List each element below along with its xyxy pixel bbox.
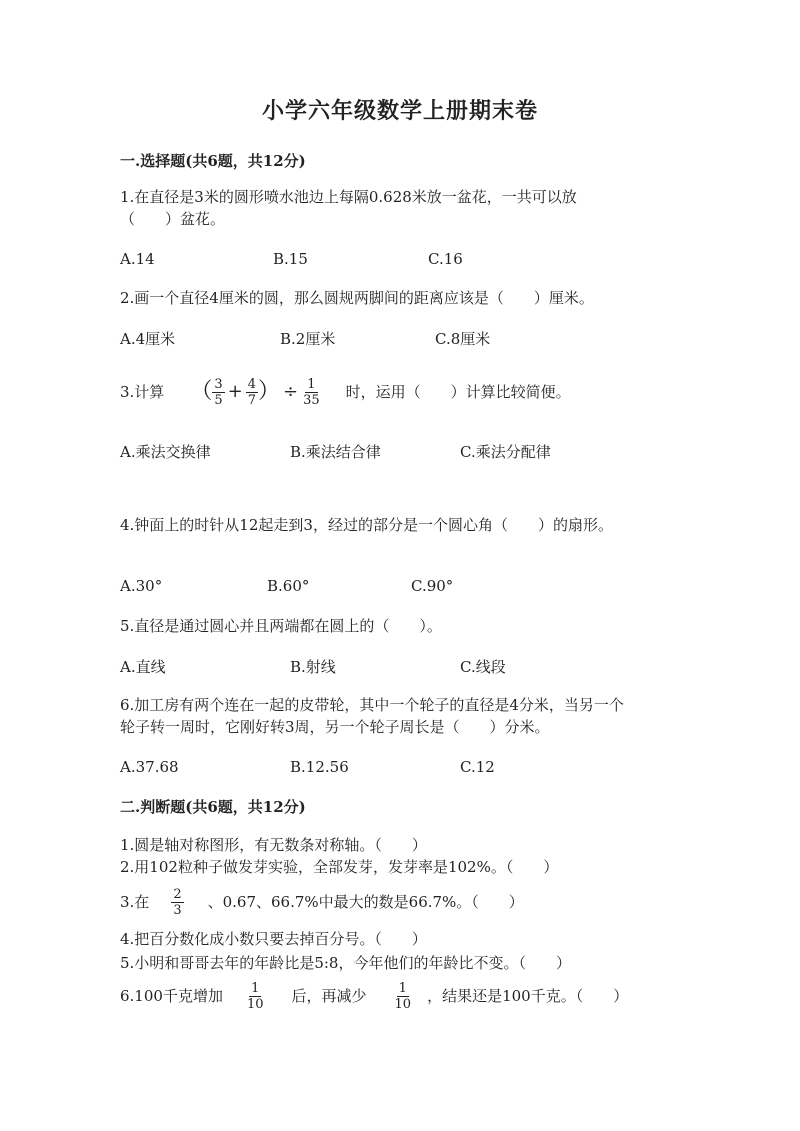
question-4-text: 4.钟面上的时针从12起走到3，经过的部分是一个圆心角（ ）的扇形。 xyxy=(120,516,613,534)
judgement-6-suffix: ，结果还是100千克。（ ） xyxy=(427,987,629,1005)
fraction-denominator: 10 xyxy=(394,996,412,1012)
fraction-denominator: 10 xyxy=(246,996,264,1012)
question-4-option-c[interactable]: C.90° xyxy=(411,577,454,595)
judgement-5: 5.小明和哥哥去年的年龄比是5:8，今年他们的年龄比不变。（ ） xyxy=(120,954,571,972)
fraction-denominator: 7 xyxy=(247,392,256,408)
judgement-6 xyxy=(120,978,628,1014)
question-3-expression xyxy=(120,372,571,412)
judgement-2: 2.用102粒种子做发芽实验，全部发芽，发芽率是102%。（ ） xyxy=(120,858,559,876)
fraction-1-10-second xyxy=(393,981,414,1012)
section-heading-judgement: 二.判断题(共6题，共12分) xyxy=(120,798,306,816)
question-1-option-c[interactable]: C.16 xyxy=(428,250,463,268)
question-5-option-c[interactable]: C.线段 xyxy=(460,658,506,676)
judgement-3 xyxy=(120,884,524,920)
page-title: 小学六年级数学上册期末卷 xyxy=(261,98,538,124)
question-1-line-2: （ ）盆花。 xyxy=(120,210,226,228)
fraction-3-5 xyxy=(212,377,224,408)
judgement-1: 1.圆是轴对称图形，有无数条对称轴。（ ） xyxy=(120,836,427,854)
question-1-line-1: 1.在直径是3米的圆形喷水池边上每隔0.628米放一盆花，一共可以放 xyxy=(120,188,577,206)
fraction-2-3 xyxy=(171,887,183,918)
question-3-option-a[interactable]: A.乘法交换律 xyxy=(120,443,211,461)
question-1-option-a[interactable]: A.14 xyxy=(120,250,155,268)
question-6-option-a[interactable]: A.37.68 xyxy=(120,758,179,776)
question-5-option-a[interactable]: A.直线 xyxy=(120,658,166,676)
fraction-numerator: 1 xyxy=(307,376,316,392)
question-5-option-b[interactable]: B.射线 xyxy=(290,658,336,676)
question-2-option-a[interactable]: A.4厘米 xyxy=(120,330,176,348)
judgement-3-suffix: 、0.67、66.7%中最大的数是66.7%。（ ） xyxy=(207,893,524,911)
section-heading-choice: 一.选择题(共6题，共12分) xyxy=(120,152,306,170)
question-3-option-c[interactable]: C.乘法分配律 xyxy=(460,443,551,461)
question-1-option-b[interactable]: B.15 xyxy=(273,250,308,268)
fraction-1-10-first xyxy=(245,981,266,1012)
question-6-line-1: 6.加工房有两个连在一起的皮带轮，其中一个轮子的直径是4分米，当另一个 xyxy=(120,696,624,714)
judgement-6-middle: 后，再减少 xyxy=(291,987,367,1005)
question-6-option-c[interactable]: C.12 xyxy=(460,758,495,776)
judgement-3-prefix: 3.在 xyxy=(120,893,150,911)
question-4-option-b[interactable]: B.60° xyxy=(267,577,310,595)
question-3-close-paren: ） xyxy=(257,379,280,404)
fraction-denominator: 35 xyxy=(303,392,320,408)
question-2-text: 2.画一个直径4厘米的圆，那么圆规两脚间的距离应该是（ ）厘米。 xyxy=(120,289,594,307)
question-5-text: 5.直径是通过圆心并且两端都在圆上的（ ）。 xyxy=(120,617,442,635)
question-6-option-b[interactable]: B.12.56 xyxy=(290,758,349,776)
fraction-1-35 xyxy=(301,377,322,408)
fraction-numerator: 3 xyxy=(214,376,223,392)
fraction-numerator: 4 xyxy=(247,376,256,392)
fraction-4-7 xyxy=(246,377,258,408)
judgement-4: 4.把百分数化成小数只要去掉百分号。（ ） xyxy=(120,930,427,948)
fraction-numerator: 1 xyxy=(398,980,407,996)
question-4-option-a[interactable]: A.30° xyxy=(120,577,163,595)
divide-sign: ÷ xyxy=(283,381,299,402)
question-2-option-c[interactable]: C.8厘米 xyxy=(435,330,491,348)
fraction-denominator: 5 xyxy=(214,392,223,408)
fraction-numerator: 1 xyxy=(251,980,260,996)
plus-sign: + xyxy=(227,381,243,402)
fraction-denominator: 3 xyxy=(173,902,182,918)
question-2-option-b[interactable]: B.2厘米 xyxy=(280,330,336,348)
question-3-suffix: 时，运用（ ）计算比较简便。 xyxy=(345,383,571,401)
question-6-line-2: 轮子转一周时，它刚好转3周，另一个轮子周长是（ ）分米。 xyxy=(120,718,550,736)
fraction-numerator: 2 xyxy=(173,886,182,902)
question-3-open-paren: （ xyxy=(190,379,213,404)
question-3-prefix: 3.计算 xyxy=(120,383,165,401)
judgement-6-prefix: 6.100千克增加 xyxy=(120,987,223,1005)
question-3-option-b[interactable]: B.乘法结合律 xyxy=(290,443,381,461)
